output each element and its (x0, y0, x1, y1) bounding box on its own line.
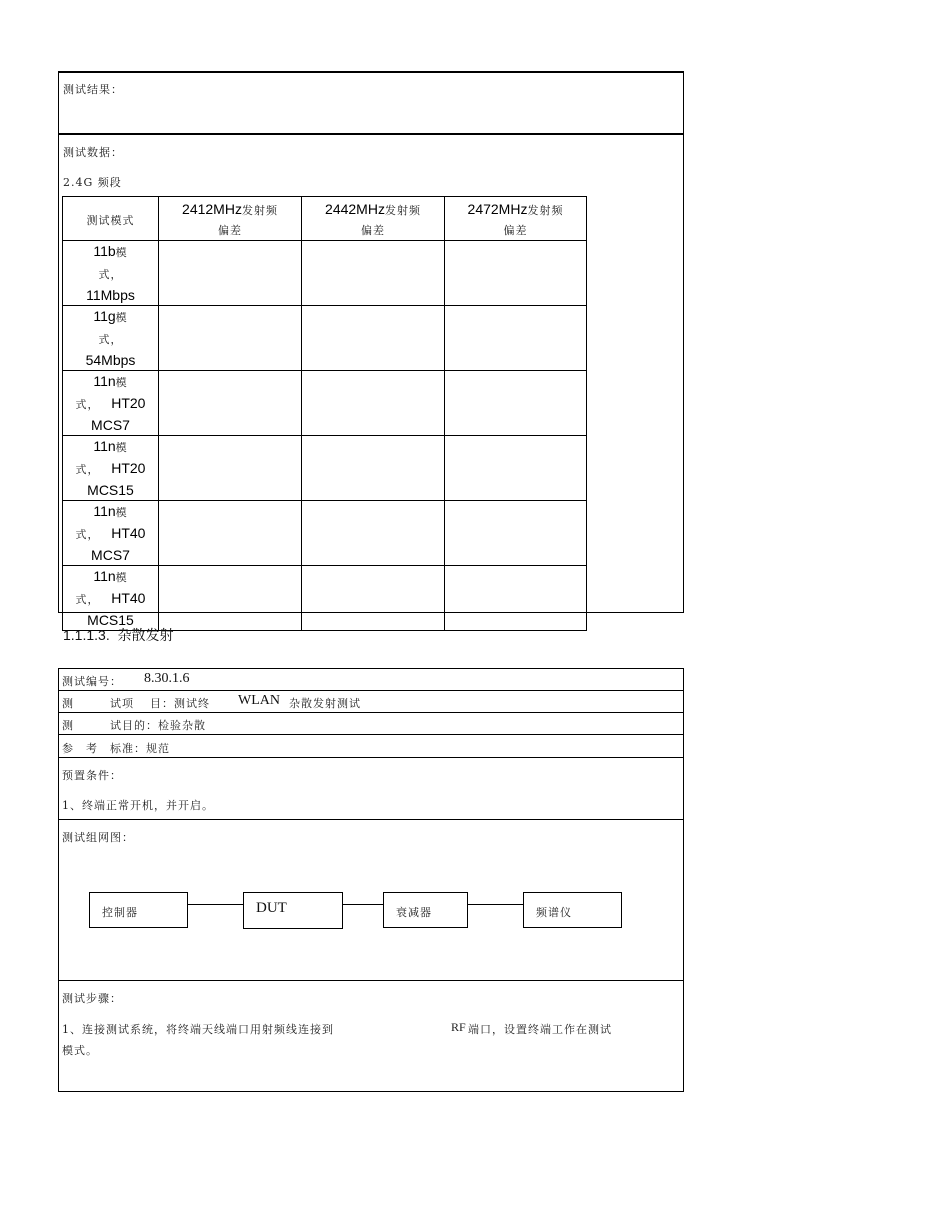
test-item-label-b: 试项 (110, 697, 134, 710)
table-header-col-2: 2442MHz发射频 偏差 (302, 197, 445, 241)
conditions-text: 1、终端正常开机，并开启。 (62, 799, 214, 812)
test-item-label-c: 目：测试终 (150, 697, 210, 710)
test-id-label: 测试编号： (62, 675, 122, 688)
diagram-box-attenuator (383, 892, 468, 928)
value-cell[interactable] (445, 306, 587, 371)
value-cell[interactable] (159, 566, 302, 631)
table-header-col-1: 2412MHz发射频 偏差 (159, 197, 302, 241)
table-header-row (63, 197, 587, 241)
test-item-label-a: 测 (62, 697, 74, 710)
table-row (63, 371, 587, 436)
diagram-connector (343, 904, 383, 905)
frequency-deviation-table (62, 196, 587, 631)
section-title: 杂散发射 (117, 628, 174, 644)
value-cell[interactable] (302, 306, 445, 371)
diagram-label: 测试组网图： (62, 831, 134, 844)
steps-text-c: 模式。 (62, 1044, 98, 1057)
table-row (63, 436, 587, 501)
table-row (63, 241, 587, 306)
steps-text-rf: RF (451, 1020, 466, 1034)
table-row (63, 501, 587, 566)
table-row (63, 566, 587, 631)
row-divider (58, 980, 684, 981)
test-item-wlan: WLAN (238, 693, 280, 708)
steps-text-a: 1、连接测试系统，将终端天线端口用射频线连接到 (62, 1023, 334, 1036)
value-cell[interactable] (445, 566, 587, 631)
section-heading (63, 625, 173, 645)
value-cell[interactable] (445, 501, 587, 566)
diagram-box-dut-label: DUT (256, 900, 287, 916)
section-number: 1.1.1.3. (63, 627, 110, 643)
reference-label-a: 参 (62, 742, 74, 755)
value-cell[interactable] (159, 306, 302, 371)
row-divider (58, 734, 684, 735)
value-cell[interactable] (159, 501, 302, 566)
conditions-label: 预置条件： (62, 769, 122, 782)
diagram-box-spectrum-analyzer-label: 频谱仪 (536, 906, 572, 919)
reference-label-b: 考 (86, 742, 98, 755)
diagram-box-controller-label: 控制器 (102, 906, 138, 919)
steps-label: 测试步骤： (62, 992, 122, 1005)
row-mode-cell: 11n模 式， HT40 MCS15 (63, 566, 159, 631)
row-divider (58, 712, 684, 713)
table-header-col-3: 2472MHz发射频 偏差 (445, 197, 587, 241)
row-mode-cell: 11g模 式， 54Mbps (63, 306, 159, 371)
row-mode-cell: 11b模 式， 11Mbps (63, 241, 159, 306)
value-cell[interactable] (302, 371, 445, 436)
diagram-box-dut (243, 892, 343, 929)
value-cell[interactable] (302, 566, 445, 631)
row-mode-cell: 11n模 式， HT20 MCS15 (63, 436, 159, 501)
value-cell[interactable] (445, 436, 587, 501)
test-result-label: 测试结果： (63, 83, 123, 96)
row-divider (58, 690, 684, 691)
diagram-connector (188, 904, 243, 905)
value-cell[interactable] (445, 371, 587, 436)
diagram-box-attenuator-label: 衰减器 (396, 906, 432, 919)
test-data-label: 测试数据： (63, 146, 123, 159)
value-cell[interactable] (159, 436, 302, 501)
test-purpose-label-a: 测 (62, 719, 74, 732)
results-divider (58, 133, 684, 135)
value-cell[interactable] (302, 241, 445, 306)
row-divider (58, 757, 684, 758)
diagram-box-controller (89, 892, 188, 928)
test-purpose-label-b: 试目的：检验杂散 (110, 719, 206, 732)
test-item-label-d: 杂散发射测试 (289, 697, 361, 710)
table-row (63, 306, 587, 371)
value-cell[interactable] (302, 501, 445, 566)
diagram-connector (468, 904, 523, 905)
value-cell[interactable] (159, 371, 302, 436)
diagram-box-spectrum-analyzer (523, 892, 622, 928)
table-header-mode: 测试模式 (63, 197, 159, 241)
value-cell[interactable] (159, 241, 302, 306)
value-cell[interactable] (302, 436, 445, 501)
row-divider (58, 819, 684, 820)
row-mode-cell: 11n模 式， HT40 MCS7 (63, 501, 159, 566)
band-label: 2.4G 频段 (63, 176, 122, 189)
row-mode-cell: 11n模 式， HT20 MCS7 (63, 371, 159, 436)
steps-text-b: 端口，设置终端工作在测试 (468, 1023, 612, 1036)
test-id-value: 8.30.1.6 (144, 671, 190, 686)
value-cell[interactable] (445, 241, 587, 306)
reference-label-c: 标准：规范 (110, 742, 170, 755)
